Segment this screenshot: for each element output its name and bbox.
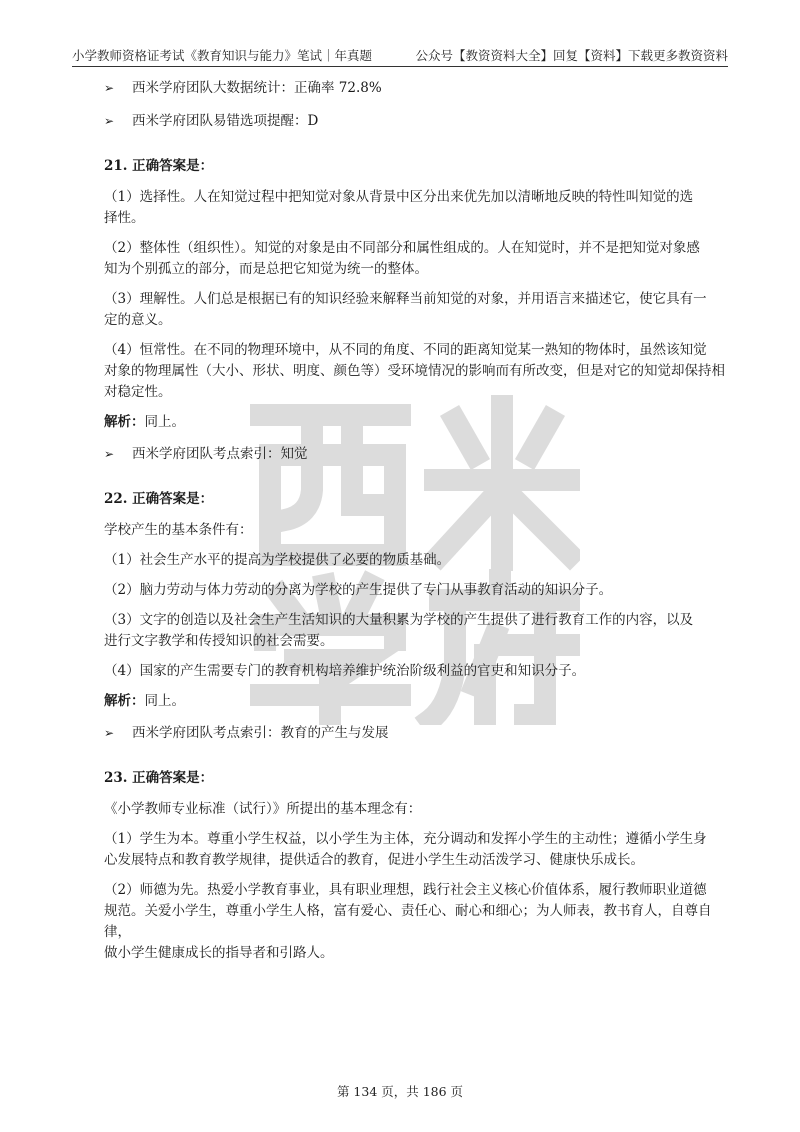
question-23-title: 23. 正确答案是： bbox=[104, 770, 214, 786]
topic-index: 西米学府团队考点索引：教育的产生与发展 bbox=[132, 725, 389, 741]
paragraph-line: （2）整体性（组织性）。知觉的对象是由不同部分和属性组成的。人在知觉时，并不是把知觉对象感 bbox=[104, 240, 700, 256]
arrow-bullet-icon: ➢ bbox=[104, 447, 115, 461]
paragraph-line: 做小学生健康成长的指导者和引路人。 bbox=[104, 945, 334, 961]
paragraph-line: （1）学生为本。尊重小学生权益，以小学生为主体，充分调动和发挥小学生的主动性；遵循小学生身 bbox=[104, 831, 707, 847]
list-item bbox=[104, 723, 728, 744]
stat-correct-rate: 西米学府团队大数据统计：正确率 72.8% bbox=[132, 80, 382, 96]
answer-paragraph bbox=[104, 340, 728, 403]
paragraph-line: （4）国家的产生需要专门的教育机构培养维护统治阶级利益的官吏和知识分子。 bbox=[104, 663, 586, 679]
answer-paragraph bbox=[104, 550, 728, 571]
answer-paragraph bbox=[104, 187, 728, 229]
paragraph-line: 对稳定性。 bbox=[104, 384, 172, 400]
arrow-bullet-icon: ➢ bbox=[104, 726, 115, 740]
list-item bbox=[104, 78, 728, 99]
paragraph-line: （3）文字的创造以及社会生产生活知识的大量积累为学校的产生提供了进行教育工作的内容，以及 bbox=[104, 612, 694, 628]
stat-wrong-option: 西米学府团队易错选项提醒：D bbox=[132, 113, 319, 129]
analysis bbox=[104, 691, 728, 712]
answer-paragraph bbox=[104, 661, 728, 682]
paragraph-line: 进行文字教学和传授知识的社会需要。 bbox=[104, 633, 334, 649]
answer-intro: 《小学教师专业标准（试行）》所提出的基本理念有： bbox=[104, 801, 422, 817]
analysis-text: 同上。 bbox=[144, 693, 185, 709]
answer-intro: 学校产生的基本条件有： bbox=[104, 522, 253, 538]
list-item bbox=[104, 444, 728, 465]
analysis bbox=[104, 412, 728, 433]
paragraph-line: （3）理解性。人们总是根据已有的知识经验来解释当前知觉的对象，并用语言来描述它，使它具有一 bbox=[104, 291, 707, 307]
analysis-label: 解析： bbox=[104, 414, 145, 430]
topic-index: 西米学府团队考点索引：知觉 bbox=[132, 446, 308, 462]
answer-paragraph bbox=[104, 610, 728, 652]
question-22-title: 22. 正确答案是： bbox=[104, 491, 214, 507]
paragraph-line: 心发展特点和教育教学规律，提供适合的教育，促进小学生生动活泼学习、健康快乐成长。 bbox=[104, 852, 644, 868]
answer-paragraph bbox=[104, 580, 728, 601]
answer-paragraph bbox=[104, 880, 728, 964]
page-number: 第 134 页，共 186 页 bbox=[336, 1084, 464, 1099]
paragraph-line: （2）师德为先。热爱小学教育事业，具有职业理想，践行社会主义核心价值体系，履行教师职业道德 bbox=[104, 882, 707, 898]
paragraph-line: 对象的物理属性（大小、形状、明度、颜色等）受环境情况的影响而有所改变，但是对它的知觉却保持相 bbox=[104, 363, 725, 379]
analysis-label: 解析： bbox=[104, 693, 145, 709]
paragraph-line: （4）恒常性。在不同的物理环境中，从不同的角度、不同的距离知觉某一熟知的物体时，虽然该知觉 bbox=[104, 342, 707, 358]
answer-paragraph bbox=[104, 289, 728, 331]
page-content bbox=[104, 78, 728, 973]
page-header bbox=[72, 36, 728, 67]
paragraph-line: 定的意义。 bbox=[104, 312, 172, 328]
paragraph-line: 规范。关爱小学生，尊重小学生人格，富有爱心、责任心、耐心和细心；为人师表，教书育人，自尊自律， bbox=[104, 903, 712, 940]
paragraph-line: 择性。 bbox=[104, 210, 145, 226]
analysis-text: 同上。 bbox=[144, 414, 185, 430]
paragraph-line: （2）脑力劳动与体力劳动的分离为学校的产生提供了专门从事教育活动的知识分子。 bbox=[104, 582, 613, 598]
question-21-title: 21. 正确答案是： bbox=[104, 158, 214, 174]
header-title: 小学教师资格证考试《教育知识与能力》笔试｜年真题 bbox=[72, 48, 373, 63]
list-item bbox=[104, 111, 728, 132]
paragraph-line: （1）选择性。人在知觉过程中把知觉对象从背景中区分出来优先加以清晰地反映的特性叫知觉的选 bbox=[104, 189, 694, 205]
paragraph-line: 知为个别孤立的部分，而是总把它知觉为统一的整体。 bbox=[104, 261, 428, 277]
answer-paragraph bbox=[104, 829, 728, 871]
header-promo: 公众号【教资资料大全】回复【资料】下载更多教资资料 bbox=[415, 48, 728, 63]
paragraph-line: （1）社会生产水平的提高为学校提供了必要的物质基础。 bbox=[104, 552, 451, 568]
arrow-bullet-icon: ➢ bbox=[104, 114, 115, 128]
answer-paragraph bbox=[104, 238, 728, 280]
arrow-bullet-icon: ➢ bbox=[104, 81, 115, 95]
